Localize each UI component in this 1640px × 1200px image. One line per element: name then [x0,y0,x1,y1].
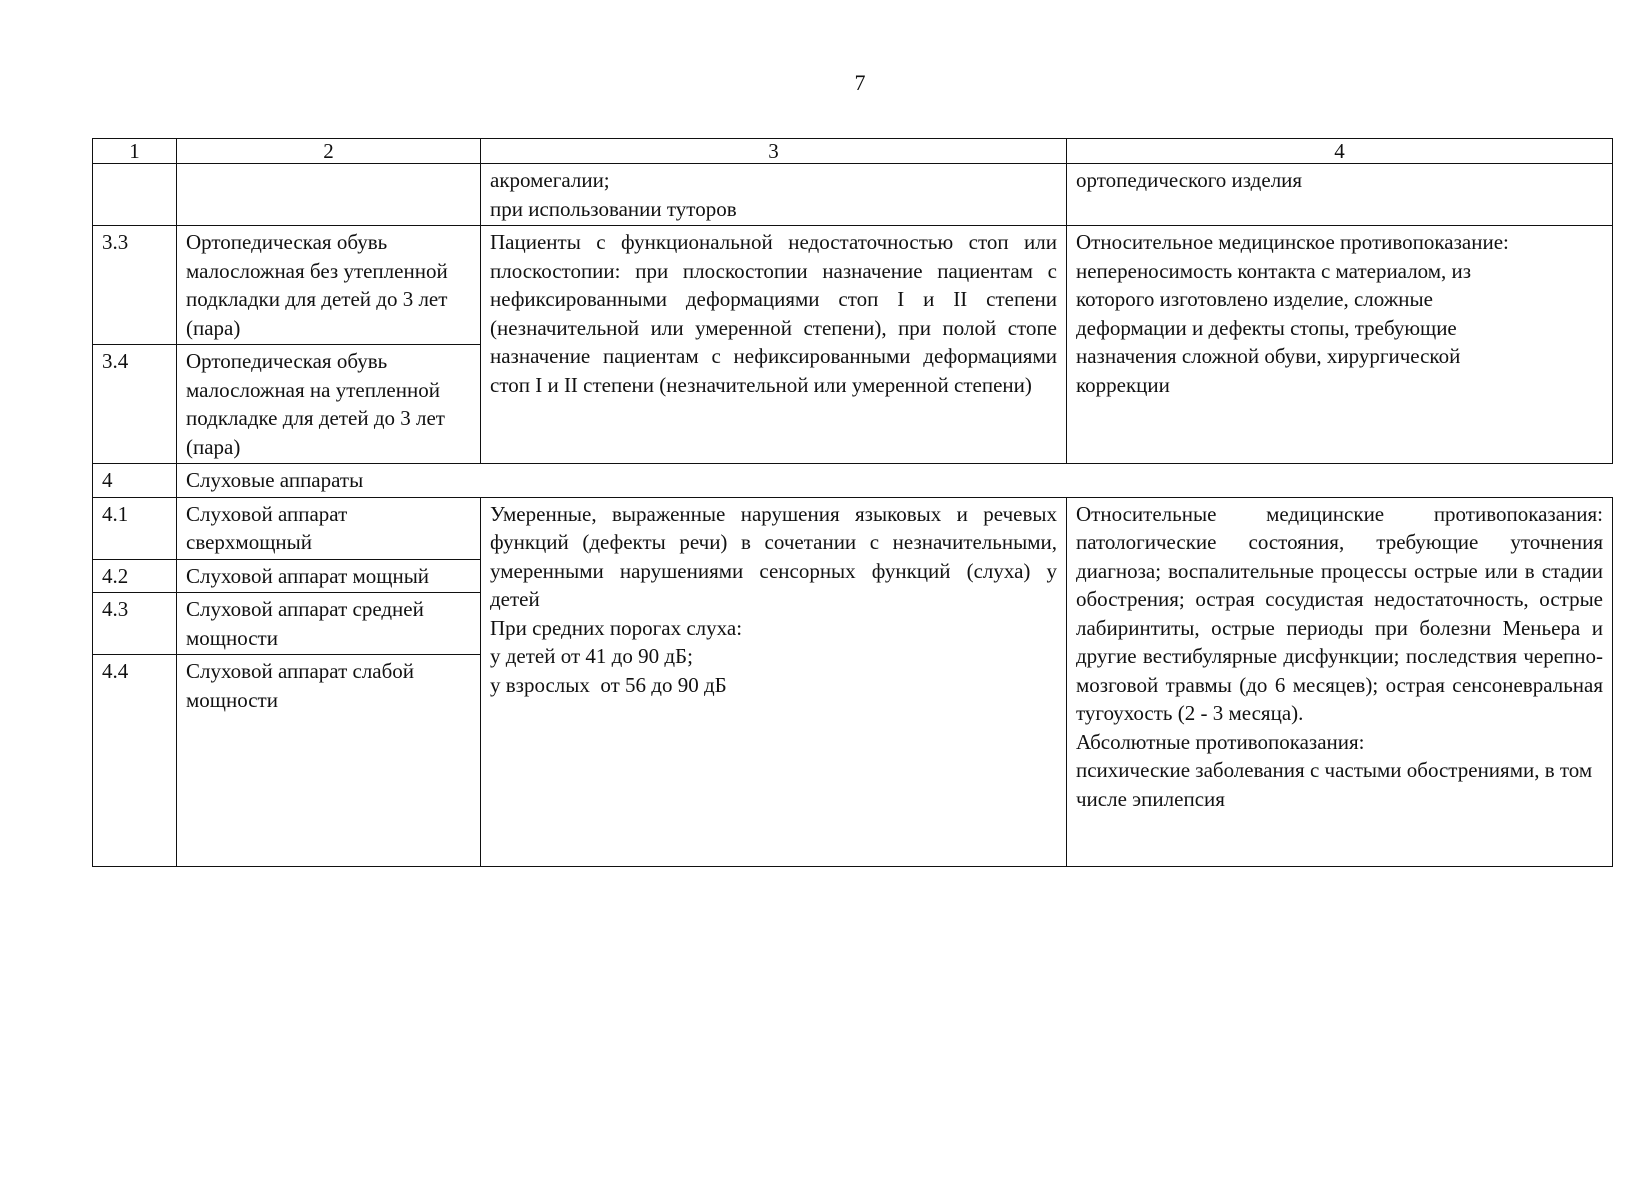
table-row-continued [93,164,1613,226]
row-number: 3.4 [93,345,177,464]
group-3-contra-line-6: коррекции [1076,372,1170,397]
header-col-1: 1 [93,139,177,164]
continued-indications-line-2: при использовании туторов [490,196,737,221]
row-number: 3.3 [93,226,177,345]
device-name: Слуховой аппарат сверхмощный [177,497,481,559]
row-number: 4.2 [93,559,177,593]
device-name: Слуховой аппарат слабой мощности [177,655,481,867]
group-4-indications-main: Умеренные, выраженные нарушения языковых и речевых функций (дефекты речи) в сочетании с незначительными, умеренными нарушениями сенсорных функций (слуха) у детей [490,501,1057,611]
table-header-row [93,139,1613,164]
device-name: Ортопедическая обувь малосложная без утепленной подкладки для детей до 3 лет (пара) [177,226,481,345]
device-name: Слуховой аппарат мощный [177,559,481,593]
section-number: 4 [93,464,177,498]
table-row-4-1 [93,497,1613,559]
row-number: 4.3 [93,593,177,655]
devices-table [92,138,1613,867]
group-3-contraindications [1067,226,1613,464]
header-col-2: 2 [177,139,481,164]
continued-indications-line-1: акромегалии; [490,168,610,192]
group-3-contra-line-1: Относительное медицинское противопоказание: [1076,230,1509,254]
table-row-3-3 [93,226,1613,345]
group-3-contra-line-5: назначения сложной обуви, хирургической [1076,344,1461,368]
group-3-contra-line-2: непереносимость контакта с материалом, из [1076,258,1472,283]
continued-contraindications: ортопедического изделия [1067,164,1613,226]
page-number: 7 [854,70,866,95]
group-4-indications-adults: у взрослых от 56 до 90 дБ [490,672,727,697]
group-4-contraindications [1067,497,1613,867]
device-name: Слуховой аппарат средней мощности [177,593,481,655]
section-title: Слуховые аппараты [177,464,1613,498]
row-number: 4.1 [93,497,177,559]
continued-num [93,164,177,226]
group-4-contra-absolute-title: Абсолютные противопоказания: [1076,729,1365,754]
device-name: Ортопедическая обувь малосложная на утепленной подкладке для детей до 3 лет (пара) [177,345,481,464]
header-col-4: 4 [1067,139,1613,164]
continued-name [177,164,481,226]
header-col-3: 3 [481,139,1067,164]
row-number: 4.4 [93,655,177,867]
group-4-contra-relative: Относительные медицинские противопоказания: патологические состояния, требующие уточнения диагноза; воспалительные процессы острые или в стадии обострения; острая сосудистая недостаточность, острые лабиринтиты, острые периоды при болезни Меньера и другие вестибулярные дисфункции; последствия черепно-мозговой травмы (до 6 месяцев); острая сенсоневральная тугоухость (2 - 3 месяца). [1076,501,1603,725]
continued-indications [481,164,1067,226]
group-4-indications-children: у детей от 41 до 90 дБ; [490,644,693,668]
group-3-contra-line-4: деформации и дефекты стопы, требующие [1076,315,1457,340]
group-3-contra-line-3: которого изготовлено изделие, сложные [1076,287,1433,311]
group-3-indications: Пациенты с функциональной недостаточностью стоп или плоскостопии: при плоскостопии назначение пациентам с нефиксированными деформациями стоп I и II степени (незначительной или умеренной степени), при полой стопе назначение пациентам с нефиксированными деформациями стоп I и II степени (незначительной или умеренной степени) [481,226,1067,464]
group-4-indications [481,497,1067,867]
group-4-indications-thresholds: При средних порогах слуха: [490,615,743,640]
group-4-contra-absolute-text: психические заболевания с частыми обострениями, в том числе эпилепсия [1076,758,1593,811]
table-section-row-4 [93,464,1613,498]
